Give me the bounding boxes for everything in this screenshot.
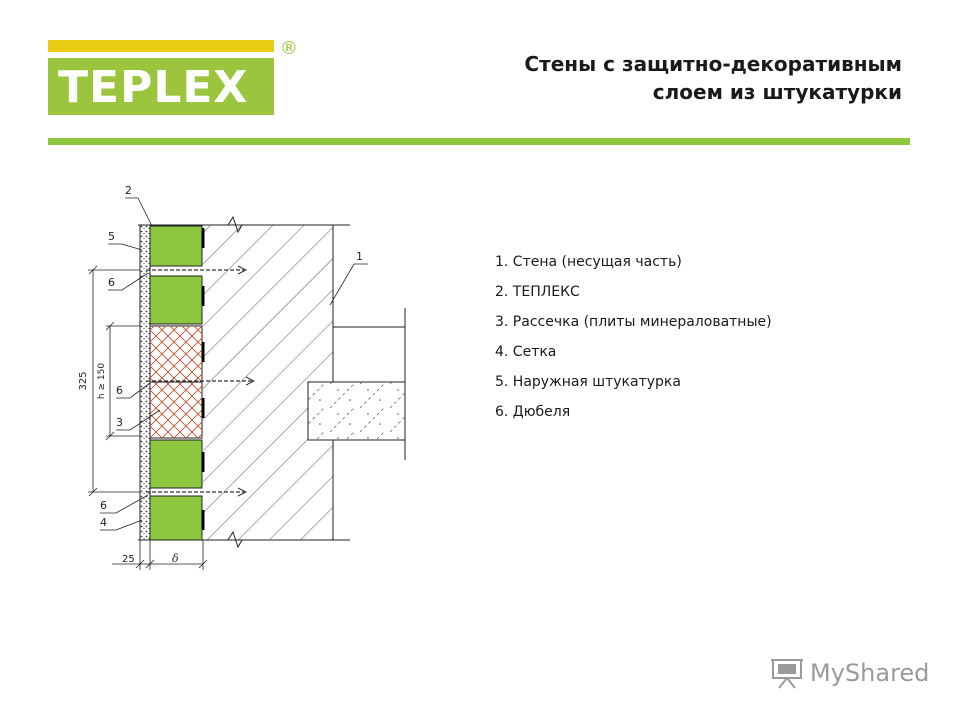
logo-text: TEPLEX	[58, 62, 249, 113]
legend-item-2: 2. ТЕПЛЕКС	[495, 284, 580, 300]
watermark-text: MyShared	[810, 659, 930, 687]
callout-5: 5	[108, 230, 115, 243]
plaster-layer	[140, 225, 150, 540]
dim-h150-label: h ≥ 150	[97, 362, 107, 400]
callout-6b: 6	[116, 384, 123, 397]
callout-6a: 6	[108, 276, 115, 289]
legend-item-1: 1. Стена (несущая часть)	[495, 254, 682, 270]
title-line-2: слоем из штукатурки	[652, 80, 902, 104]
callout-2: 2	[125, 184, 132, 197]
legend-item-4: 4. Сетка	[495, 344, 557, 360]
presentation-icon	[770, 656, 804, 690]
registered-mark: ®	[280, 38, 298, 59]
legend-item-3: 3. Рассечка (плиты минераловатные)	[495, 314, 772, 330]
dim-25-label: 25	[122, 554, 135, 565]
callout-1: 1	[356, 250, 363, 263]
dim-325-label: 325	[78, 371, 89, 391]
legend	[495, 252, 772, 432]
legend-item-5: 5. Наружная штукатурка	[495, 374, 681, 390]
callout-3: 3	[116, 416, 123, 429]
dimension-325	[78, 266, 140, 496]
callout-4: 4	[100, 516, 107, 529]
title-line-1: Стены с защитно-декоративным	[524, 52, 902, 76]
callout-6c: 6	[100, 499, 107, 512]
dim-delta-label: δ	[172, 552, 179, 565]
watermark	[770, 655, 929, 691]
legend-item-6: 6. Дюбеля	[495, 404, 571, 420]
dimension-bottom	[112, 540, 207, 570]
rock-wool-firebreak	[150, 326, 202, 438]
